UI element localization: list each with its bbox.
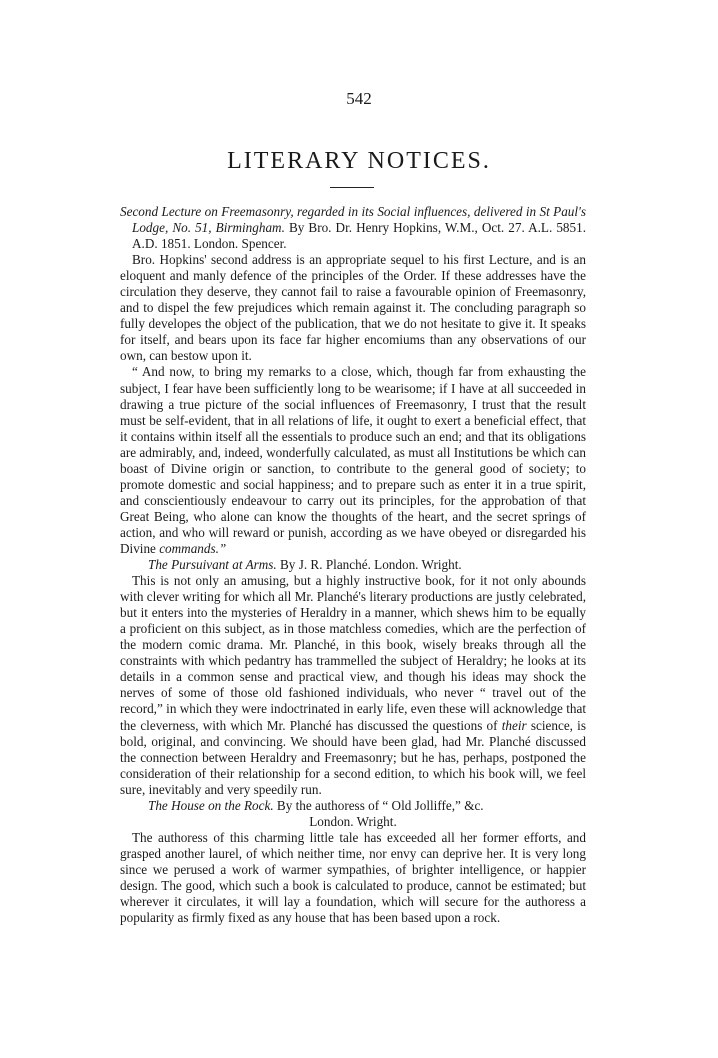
review-1-quote <box>120 364 586 557</box>
review-1-quote-end: commands.” <box>159 540 227 556</box>
review-2-their: their <box>501 717 527 733</box>
review-3-title: The House on the Rock. <box>148 797 274 813</box>
review-3-body: The authoress of this charming little tale has exceeded all her former efforts, and grasped another laurel, of which neither time, nor envy can deprive her. It is very long since we perused a work of warmer sympathies, of brighter intelligence, or happier design. The good, which such a book is calculated to produce, cannot be estimated; but wherever it circulates, it will lay a foundation, which will secure for the authoress a popularity as firmly fixed as any house that has been based upon a rock. <box>120 829 586 926</box>
review-2-body <box>120 573 586 798</box>
review-3-heading <box>120 798 586 814</box>
page-number: 542 <box>346 89 372 108</box>
review-1-body: Bro. Hopkins' second address is an appropriate sequel to his first Lecture, and is an eloquent and manly defence of the principles of the Order. If these addresses have the circulation they deserve, they cannot fail to raise a favourable opinion of Freemasonry, and to dispel the few prejudices which remain against it. The concluding paragraph so fully developes the object of the publication, that we do not hesitate to give it. It speaks for itself, and bears upon its face far higher encomiums than any observations of our own, can bestow upon it. <box>120 252 586 364</box>
review-3-details: By the authoress of “ Old Jolliffe,” &c. <box>273 797 484 813</box>
article-body <box>120 204 586 926</box>
review-2-body-b: science, is bold, original, and convincing. We should have been glad, had Mr. Planché discussed the connection between Heraldry and Freemasonry; but he has, perhaps, postponed the consideration of their relationship for a second edition, to which his book will, we feel sure, inevitably and very speedily run. <box>120 717 586 797</box>
review-2-body-a: This is not only an amusing, but a highly instructive book, for it not only abounds with clever writing for which all Mr. Planché's literary productions are justly celebrated, but it enters into the mysteries of Heraldry in a manner, which shews him to be equally a proficient on this subject, as in those matchless comedies, which are the perfection of the modern comic drama. Mr. Planché, in this book, wisely breaks through all the constraints with which pedantry has trammelled the subject of Heraldry; he looks at its details in a common sense and practical view, and though his ideas may shock the nerves of some of those old fashioned individuals, who never “ travel out of the record,” in which they were indoctrinated in early life, even these will acknowledge that the cleverness, with which Mr. Planché has discussed the questions of <box>120 573 586 733</box>
review-2-heading <box>120 557 586 573</box>
review-1-quote-text: “ And now, to bring my remarks to a close, which, though far from exhausting the subject, I fear have been sufficiently long to be wearisome; if I have at all succeeded in drawing a true picture of the social influences of Freemasonry, I trust that the result must be self-evident, that in all relations of life, it ought to exert a beneficial effect, that it contains within itself all the essentials to produce such an end; and that its obligations are admirably, and, indeed, wonderfully calculated, as must all Institutions be which can boast of Divine origin or sanction, to contribute to the general good of society; to promote domestic and social happiness; and to prepare such as enter it in a true spirit, and conscientiously endeavour to carry out its principles, for the approbation of that Great Being, who alone can know the thoughts of the heart, and the secret springs of action, and who will reward or punish, according as we have obeyed or disregarded his Divine <box>120 364 586 556</box>
review-3-publisher: London. Wright. <box>309 813 397 829</box>
title-divider <box>330 187 374 188</box>
review-1-title: Second Lecture on Freemasonry, regarded in its Social influences, delivered in St Paul's Lodge, No. 51, Birmingham. <box>120 204 586 236</box>
page-title: LITERARY NOTICES. <box>227 148 491 174</box>
review-2-details: By J. R. Planché. London. Wright. <box>276 557 462 573</box>
review-1-details: By Bro. Dr. Henry Hopkins, W.M., Oct. 27. A.L. 5851. A.D. 1851. London. Spencer. <box>132 220 586 252</box>
review-2-title: The Pursuivant at Arms. <box>148 557 277 573</box>
review-1-heading <box>120 204 586 252</box>
